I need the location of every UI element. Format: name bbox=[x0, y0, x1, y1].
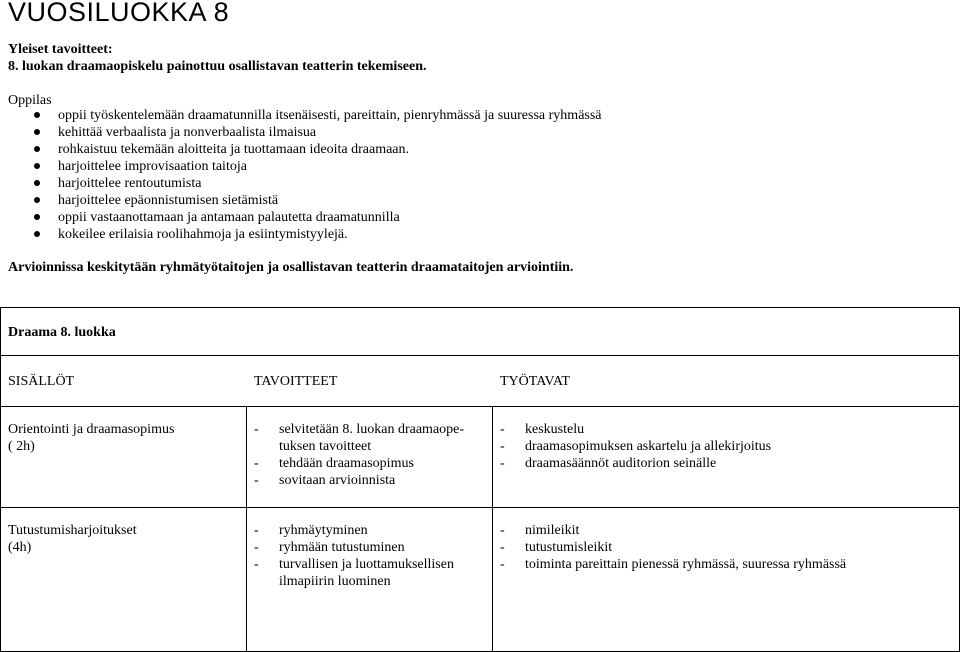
bullet-icon bbox=[34, 180, 40, 186]
bullet-icon bbox=[34, 231, 40, 237]
list-item: - toiminta pareittain pienessä ryhmässä, suuressa ryhmässä bbox=[500, 557, 847, 572]
curriculum-table bbox=[0, 307, 960, 652]
bullet-text: oppii työskentelemään draamatunnilla itsenäisesti, pareittain, pienryhmässä ja suuressa ryhmässä bbox=[58, 108, 602, 123]
bullet-text: harjoittelee epäonnistumisen sietämistä bbox=[58, 193, 279, 208]
student-label: Oppilas bbox=[8, 93, 52, 108]
bullet-icon bbox=[34, 197, 40, 203]
column-divider bbox=[492, 406, 493, 652]
header-methods: TYÖTAVAT bbox=[500, 374, 570, 389]
bullet-text: kokeilee erilaisia roolihahmoja ja esiintymistyylejä. bbox=[58, 227, 348, 242]
header-goals: TAVOITTEET bbox=[254, 374, 338, 389]
list-item: - keskustelu bbox=[500, 422, 585, 437]
list-item: - draamasäännöt auditorion seinälle bbox=[500, 456, 717, 471]
list-item: - selvitetään 8. luokan draamaope- tuksen tavoitteet bbox=[254, 422, 465, 454]
page-title: VUOSILUOKKA 8 bbox=[8, 0, 230, 27]
goals-text: 8. luokan draamaopiskelu painottuu osallistavan teatterin tekemiseen. bbox=[8, 59, 427, 74]
bullet-item bbox=[0, 226, 602, 243]
list-item: - tehdään draamasopimus bbox=[254, 456, 414, 471]
goals-heading: Yleiset tavoitteet: bbox=[8, 42, 113, 57]
bullet-icon bbox=[34, 146, 40, 152]
methods-list bbox=[500, 421, 771, 472]
table-row-content bbox=[8, 421, 174, 455]
methods-list bbox=[500, 522, 846, 573]
content-title: Orientointi ja draamasopimus bbox=[8, 422, 175, 437]
bullet-item bbox=[0, 141, 602, 158]
assessment-text: Arvioinnissa keskitytään ryhmätyötaitojen ja osallistavan teatterin draamataitojen arviointiin. bbox=[8, 260, 574, 275]
bullet-icon bbox=[34, 129, 40, 135]
bullet-text: oppii vastaanottamaan ja antamaan palautetta draamatunnilla bbox=[58, 210, 400, 225]
bullet-icon bbox=[34, 163, 40, 169]
bullet-text: kehittää verbaalista ja nonverbaalista ilmaisua bbox=[58, 125, 317, 140]
bullet-item bbox=[0, 209, 602, 226]
goals-list bbox=[254, 421, 464, 489]
bullet-icon bbox=[34, 112, 40, 118]
table-border-left bbox=[0, 307, 1, 652]
bullet-item bbox=[0, 124, 602, 141]
bullet-item bbox=[0, 175, 602, 192]
bullet-icon bbox=[34, 214, 40, 220]
bullet-item bbox=[0, 192, 602, 209]
table-row-content bbox=[8, 522, 137, 556]
bullet-item bbox=[0, 158, 602, 175]
list-item: - turvallisen ja luottamuksellisen ilmapiirin luominen bbox=[254, 557, 454, 589]
bullet-text: harjoittelee improvisaation taitoja bbox=[58, 159, 247, 174]
content-hours: (4h) bbox=[8, 540, 32, 555]
goals-list bbox=[254, 522, 454, 590]
list-item: - tutustumisleikit bbox=[500, 540, 613, 555]
table-divider bbox=[0, 355, 960, 356]
list-item: - draamasopimuksen askartelu ja allekirjoitus bbox=[500, 439, 772, 454]
bullet-text: harjoittelee rentoutumista bbox=[58, 176, 202, 191]
table-divider bbox=[0, 507, 960, 508]
table-divider bbox=[0, 406, 960, 407]
content-hours: ( 2h) bbox=[8, 439, 35, 454]
bullet-item bbox=[0, 107, 602, 124]
table-caption: Draama 8. luokka bbox=[8, 325, 116, 340]
content-title: Tutustumisharjoitukset bbox=[8, 523, 137, 538]
column-divider bbox=[246, 406, 247, 652]
goals-bullet-list bbox=[0, 107, 602, 243]
header-contents: SISÄLLÖT bbox=[8, 374, 75, 389]
list-item: - ryhmään tutustuminen bbox=[254, 540, 405, 555]
list-item: - nimileikit bbox=[500, 523, 580, 538]
list-item: - ryhmäytyminen bbox=[254, 523, 368, 538]
bullet-text: rohkaistuu tekemään aloitteita ja tuottamaan ideoita draamaan. bbox=[58, 142, 410, 157]
list-item: - sovitaan arvioinnista bbox=[254, 473, 396, 488]
table-border-top bbox=[0, 307, 960, 308]
